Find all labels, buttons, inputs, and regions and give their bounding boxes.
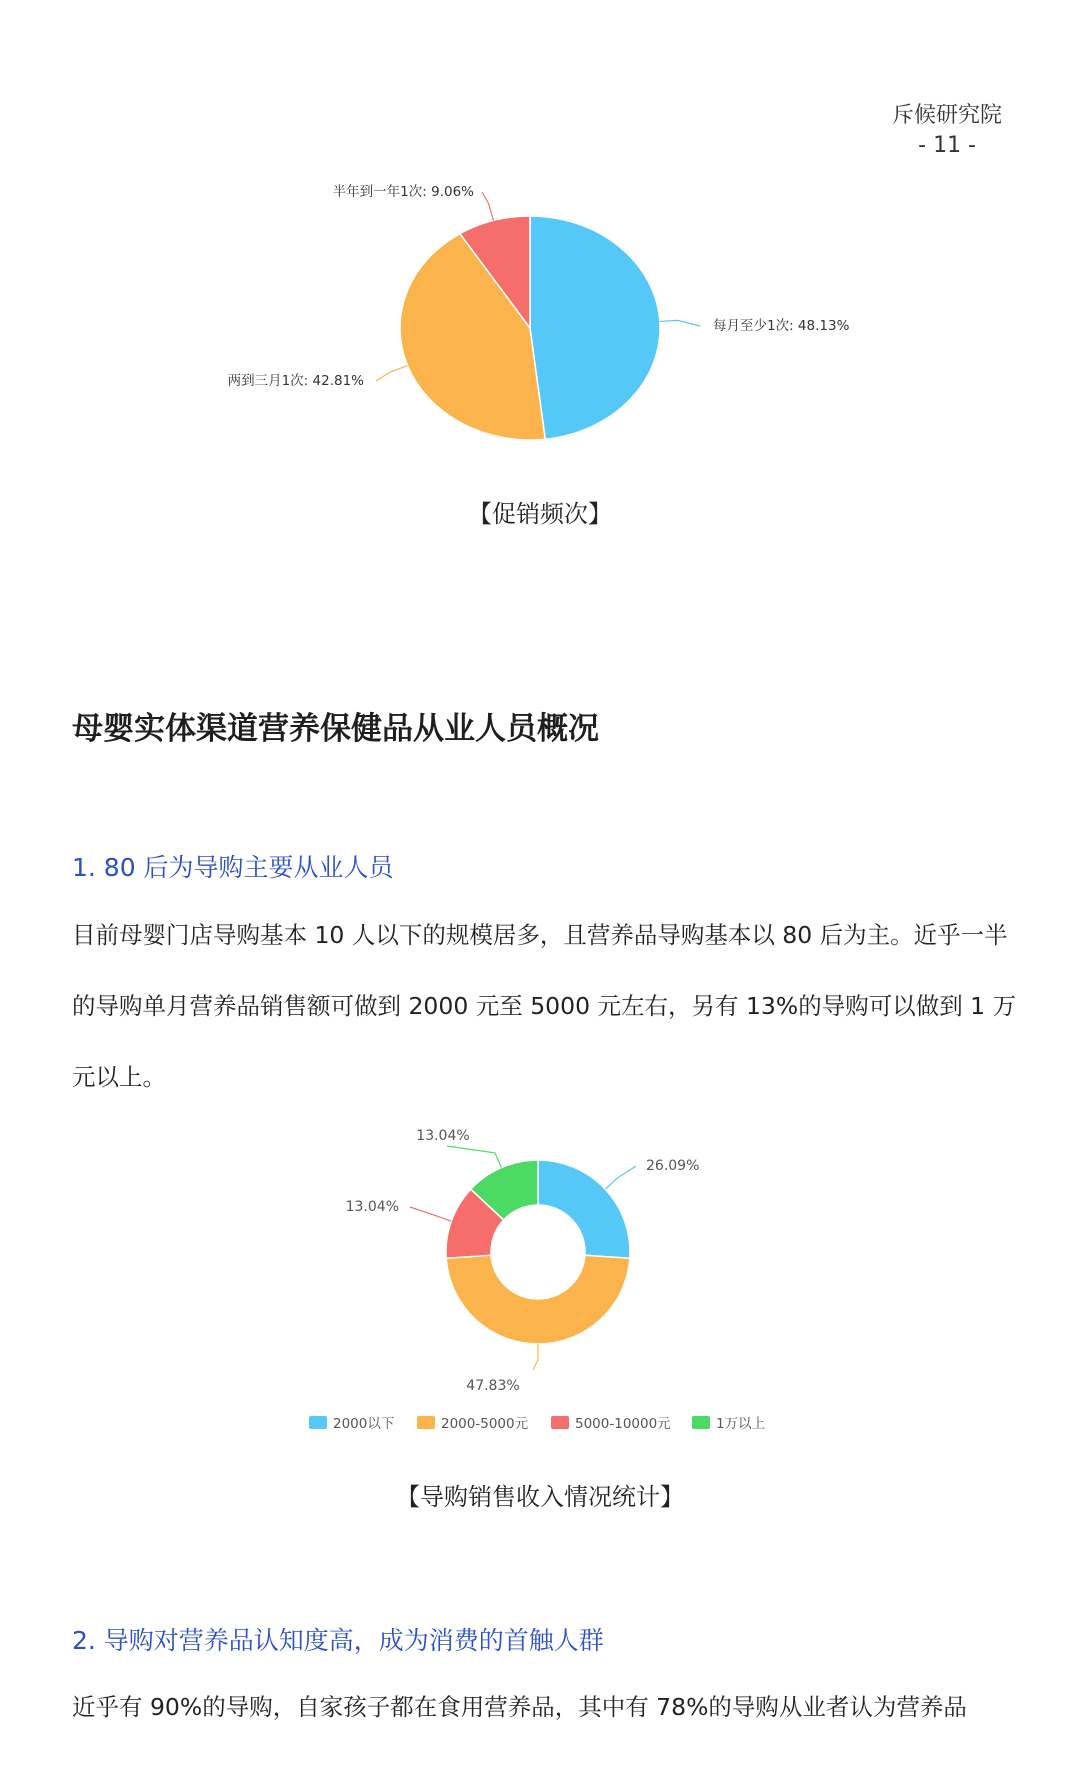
section-title: 母婴实体渠道营养保健品从业人员概况	[72, 711, 599, 747]
promo-frequency-pie-chart	[0, 170, 1080, 460]
paragraph-2-line-1: 近乎有 90%的导购，自家孩子都在食用营养品，其中有 78%的导购从业者认为营养品	[72, 1693, 967, 1721]
pie-slice-label: 两到三月1次: 42.81%	[227, 373, 364, 389]
pie-label-leader	[376, 366, 408, 381]
donut-slice	[446, 1255, 630, 1344]
donut-label-leader	[410, 1207, 451, 1221]
legend-label: 5000-10000元	[575, 1416, 671, 1432]
header-org-name: 斥候研究院	[891, 103, 1002, 128]
pie-slice-label: 每月至少1次: 48.13%	[713, 318, 850, 334]
legend-label: 2000以下	[333, 1416, 395, 1432]
donut-label-leader	[533, 1344, 538, 1370]
subheading-2: 2. 导购对营养品认知度高，成为消费的首触人群	[72, 1626, 604, 1655]
paragraph-1-line-2: 的导购单月营养品销售额可做到 2000 元至 5000 元左右，另有 13%的导购可以做到 1 万	[72, 992, 1017, 1020]
legend-swatch	[309, 1416, 327, 1429]
legend-swatch	[417, 1416, 435, 1429]
paragraph-1	[72, 900, 1017, 1113]
pie-slice-label: 半年到一年1次: 9.06%	[332, 184, 474, 200]
paragraph-2	[72, 1672, 1012, 1743]
donut-slice-label: 47.83%	[466, 1378, 520, 1394]
donut-slice-label: 13.04%	[416, 1128, 470, 1144]
income-donut-chart	[0, 1110, 1080, 1450]
pie-slice	[530, 216, 660, 439]
page-number: - 11 -	[918, 133, 976, 158]
income-chart-caption: 【导购销售收入情况统计】	[396, 1483, 684, 1511]
legend-swatch	[551, 1416, 569, 1429]
donut-slice-label: 26.09%	[646, 1158, 700, 1174]
legend-label: 1万以上	[716, 1416, 766, 1432]
pie-label-leader	[482, 192, 493, 221]
donut-slice-label: 13.04%	[345, 1199, 399, 1215]
subheading-1: 1. 80 后为导购主要从业人员	[72, 853, 394, 882]
donut-label-leader	[447, 1146, 501, 1168]
promo-chart-caption: 【促销频次】	[468, 500, 612, 528]
donut-slice	[538, 1160, 630, 1258]
legend-swatch	[692, 1416, 710, 1429]
paragraph-1-line-3: 元以上。	[72, 1063, 166, 1091]
donut-label-leader	[605, 1166, 636, 1189]
pie-label-leader	[660, 320, 700, 326]
paragraph-1-line-1: 目前母婴门店导购基本 10 人以下的规模居多，且营养品导购基本以 80 后为主。近乎一半	[72, 921, 1008, 949]
legend-label: 2000-5000元	[441, 1416, 529, 1432]
